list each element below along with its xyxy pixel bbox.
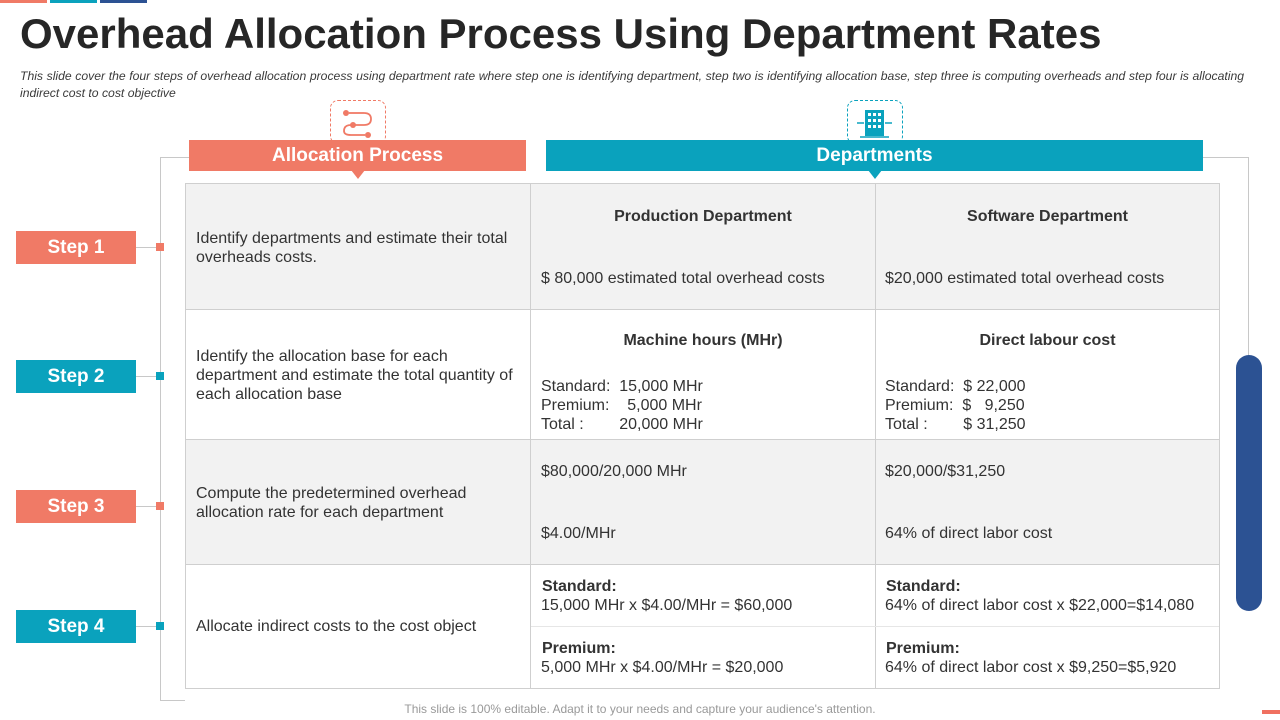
software-department-header: Software Department <box>967 208 1128 225</box>
top-accent-salmon <box>0 0 47 3</box>
step-4-label: Step 4 <box>16 610 136 643</box>
workflow-icon <box>330 100 386 144</box>
step-2-label: Step 2 <box>16 360 136 393</box>
step-2-connector <box>136 376 156 377</box>
labour-cost-total: Total : $ 31,250 <box>885 416 1026 433</box>
step-1-connector <box>136 247 156 248</box>
frame-left-top <box>160 157 189 158</box>
row-divider <box>186 309 1219 310</box>
software-premium-label: Premium: <box>886 640 960 657</box>
step-3-dot <box>156 502 164 510</box>
labour-cost-standard: Standard: $ 22,000 <box>885 378 1026 395</box>
step-1-dot <box>156 243 164 251</box>
row-divider <box>186 564 1219 565</box>
production-rate-formula: $80,000/20,000 MHr <box>541 463 687 480</box>
allocation-table <box>185 183 1220 689</box>
header-arrow <box>351 170 365 179</box>
machine-hours-total: Total : 20,000 MHr <box>541 416 703 433</box>
top-accent-teal <box>50 0 97 3</box>
frame-left-bottom <box>160 700 185 701</box>
top-accent-navy <box>100 0 147 3</box>
frame-right-vertical <box>1248 157 1249 357</box>
step-4-connector <box>136 626 156 627</box>
corner-accent <box>1262 710 1280 714</box>
step-3-description: Compute the predetermined overhead allocation rate for each department <box>196 485 467 521</box>
machine-hours-standard: Standard: 15,000 MHr <box>541 378 703 395</box>
step-2-dot <box>156 372 164 380</box>
software-overhead-value: $20,000 estimated total overhead costs <box>885 270 1165 287</box>
step-1-label: Step 1 <box>16 231 136 264</box>
production-overhead-value: $ 80,000 estimated total overhead costs <box>541 270 825 287</box>
column-divider <box>530 184 531 688</box>
subrow-divider <box>531 626 1219 627</box>
software-premium-value: 64% of direct labor cost x $9,250=$5,920 <box>885 659 1177 676</box>
labour-cost-premium: Premium: $ 9,250 <box>885 397 1025 414</box>
software-standard-label: Standard: <box>886 578 961 595</box>
software-rate-formula: $20,000/$31,250 <box>885 463 1006 480</box>
direct-labour-header: Direct labour cost <box>979 332 1116 349</box>
allocation-process-label: Allocation Process <box>271 145 444 166</box>
footer-note: This slide is 100% editable. Adapt it to your needs and capture your audience's attention. <box>404 702 876 716</box>
step-2-description: Identify the allocation base for each department and estimate the total quantity of each allocation base <box>196 348 513 403</box>
software-standard-value: 64% of direct labor cost x $22,000=$14,080 <box>885 597 1195 614</box>
step-1-description: Identify departments and estimate their total overheads costs. <box>196 230 508 266</box>
production-premium-value: 5,000 MHr x $4.00/MHr = $20,000 <box>541 659 784 676</box>
frame-left-vertical <box>160 157 161 701</box>
machine-hours-header: Machine hours (MHr) <box>623 332 783 349</box>
step-4-dot <box>156 622 164 630</box>
building-icon <box>847 100 903 144</box>
machine-hours-premium: Premium: 5,000 MHr <box>541 397 702 414</box>
production-department-header: Production Department <box>614 208 792 225</box>
software-rate-result: 64% of direct labor cost <box>885 525 1053 542</box>
departments-header <box>546 140 1203 171</box>
allocation-process-header <box>189 140 526 171</box>
vertical-scrollbar[interactable] <box>1236 355 1262 611</box>
step-3-connector <box>136 506 156 507</box>
step-3-label: Step 3 <box>16 490 136 523</box>
departments-label: Departments <box>816 145 933 166</box>
row-divider <box>186 439 1219 440</box>
production-standard-label: Standard: <box>542 578 617 595</box>
page-title: Overhead Allocation Process Using Department Rates <box>20 10 1102 57</box>
production-premium-label: Premium: <box>542 640 616 657</box>
frame-right-top <box>1203 157 1249 158</box>
production-rate-result: $4.00/MHr <box>541 525 616 542</box>
header-arrow <box>868 170 882 179</box>
page-subtitle: This slide cover the four steps of overhead allocation process using department rate where step one is identifying department, step two is identifying allocation base, step three is computing overheads and step four is allocating indirect cost to cost objective <box>20 69 1244 100</box>
column-divider <box>875 184 876 688</box>
step-4-description: Allocate indirect costs to the cost object <box>196 618 477 635</box>
production-standard-value: 15,000 MHr x $4.00/MHr = $60,000 <box>541 597 793 614</box>
